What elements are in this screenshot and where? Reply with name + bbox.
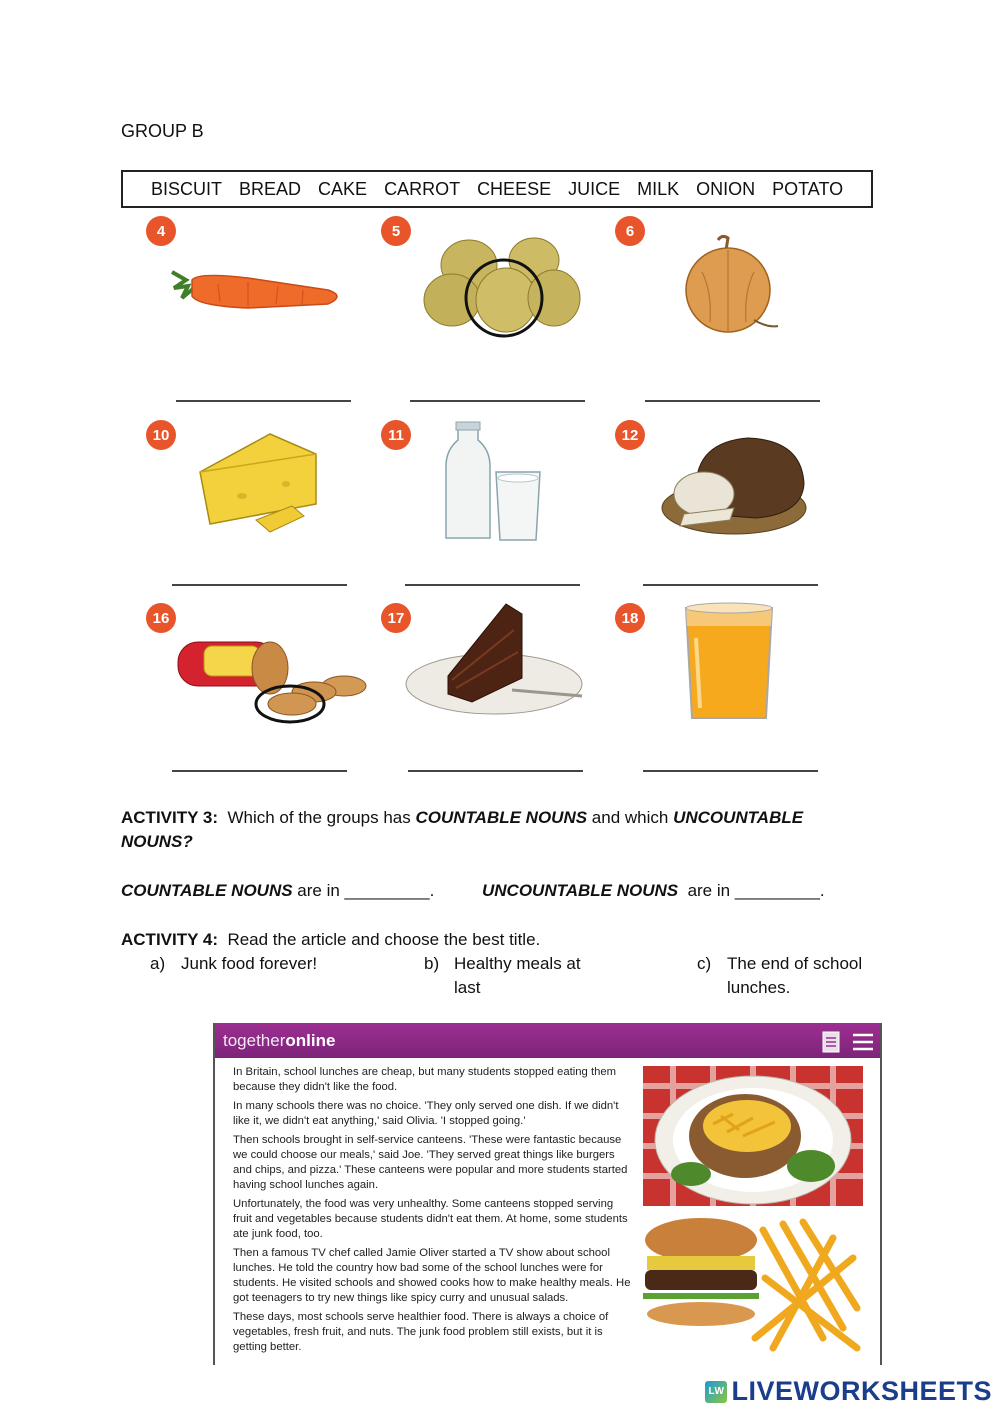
document-icon[interactable] — [822, 1031, 840, 1053]
item-number-17: 17 — [381, 603, 411, 633]
activity3-uncountable: UNCOUNTABLE — [673, 808, 804, 827]
cake-icon — [402, 600, 587, 720]
burger-fries-photo — [643, 1218, 863, 1358]
carrot-icon — [168, 252, 348, 317]
article-paragraph: Then a famous TV chef called Jamie Oliver started a TV show about school lunches. He told the country how bad some of the school lunches were for students. He visited schools and showed cooks how to make healthy meals. He got teenagers to try new things like spicy curry and unusual salads. — [233, 1247, 631, 1304]
item-number-12: 12 — [615, 420, 645, 450]
option-letter: b) — [424, 954, 440, 973]
article-paragraph: Then schools brought in self-service canteens. 'These were fantastic because we could choose our meals,' said Joe. 'They served great things like burgers and chips, and pizza.' These canteens were popular and more students started having school lunches again. — [233, 1134, 628, 1191]
answer-blank[interactable] — [172, 584, 347, 586]
article-paragraph: In Britain, school lunches are cheap, but many students stopped eating them because they didn't like the food. — [233, 1066, 617, 1093]
activity3-text: and which — [587, 808, 674, 827]
answer-blank[interactable] — [410, 400, 585, 402]
milk-icon — [442, 420, 547, 545]
word-bank-item: CARROT — [384, 178, 461, 199]
countable-label: COUNTABLE NOUNS — [121, 881, 293, 900]
answer-blank[interactable] — [645, 400, 820, 402]
answer-blank-text[interactable]: are in _________. — [292, 881, 435, 900]
word-bank-item: CAKE — [318, 178, 368, 199]
baked-potato-photo — [643, 1066, 863, 1206]
word-bank-item: JUICE — [568, 178, 621, 199]
answer-blank[interactable] — [172, 770, 347, 772]
item-number-18: 18 — [615, 603, 645, 633]
answer-blank[interactable] — [408, 770, 583, 772]
option-b[interactable] — [424, 952, 624, 997]
word-bank-item: BISCUIT — [151, 178, 223, 199]
option-text-line2: last — [454, 978, 481, 997]
word-bank-item: ONION — [696, 178, 756, 199]
item-number-10: 10 — [146, 420, 176, 450]
article-body — [233, 1065, 633, 1359]
answer-blank[interactable] — [405, 584, 580, 586]
option-text: Junk food forever! — [181, 954, 318, 973]
word-bank-item: BREAD — [239, 178, 302, 199]
option-letter: c) — [697, 954, 712, 973]
word-bank-item: CHEESE — [477, 178, 552, 199]
biscuit-icon — [174, 612, 370, 727]
activity3-text: Which of the groups has — [227, 808, 416, 827]
answer-blank[interactable] — [643, 770, 818, 772]
article-paragraph: These days, most schools serve healthier food. There is always a choice of vegetables, fresh fruit, and nuts. The junk food problem still exists, but it is getting better. — [233, 1311, 609, 1353]
option-text-line1: The end of school — [727, 954, 863, 973]
article-paragraph: Unfortunately, the food was very unhealthy. Some canteens stopped serving fruit and vegetables because students didn't eat them. At home, some students ate junk food, too. — [233, 1198, 628, 1240]
article-paragraph: In many schools there was no choice. 'They only served one dish. If we didn't like it, we didn't eat anything,' said Olivia. 'I stopped going.' — [233, 1100, 619, 1127]
answer-blank[interactable] — [176, 400, 351, 402]
article-brand-light: together — [223, 1030, 286, 1050]
option-text-line1: Healthy meals at — [454, 954, 581, 973]
logo-badge: LW — [705, 1381, 727, 1403]
article-header — [215, 1023, 880, 1058]
word-bank-item: MILK — [637, 178, 680, 199]
uncountable-label: UNCOUNTABLE NOUNS — [482, 881, 679, 900]
activity3-answer-countable — [121, 879, 434, 903]
item-number-6: 6 — [615, 216, 645, 246]
item-number-5: 5 — [381, 216, 411, 246]
item-number-16: 16 — [146, 603, 176, 633]
activity4-label: ACTIVITY 4: — [121, 930, 218, 949]
option-text — [727, 952, 862, 1000]
answer-blank-text[interactable]: are in _________. — [678, 881, 825, 900]
bread-icon — [656, 428, 811, 538]
article-panel — [213, 1023, 882, 1365]
activity3-question — [121, 806, 881, 854]
option-text-line2: lunches. — [727, 978, 791, 997]
liveworksheets-logo — [705, 1376, 992, 1407]
activity3-answer-uncountable — [482, 879, 825, 903]
logo-text: LIVEWORKSHEETS — [731, 1376, 992, 1406]
option-a[interactable] — [150, 952, 318, 976]
activity4-text: Read the article and choose the best title. — [227, 930, 541, 949]
option-c[interactable] — [697, 952, 897, 997]
activity3-nouns: NOUNS? — [121, 832, 193, 851]
option-letter: a) — [150, 954, 166, 973]
item-number-4: 4 — [146, 216, 176, 246]
menu-icon[interactable] — [852, 1033, 874, 1051]
activity3-countable: COUNTABLE NOUNS — [415, 808, 588, 827]
article-brand-bold: online — [285, 1030, 336, 1050]
activity4-instruction — [121, 928, 540, 952]
group-label: GROUP B — [121, 121, 204, 141]
cheese-icon — [192, 428, 322, 540]
juice-icon — [682, 598, 777, 728]
word-bank-item: POTATO — [772, 178, 844, 199]
word-bank — [121, 170, 873, 208]
answer-blank[interactable] — [643, 584, 818, 586]
item-number-11: 11 — [381, 420, 411, 450]
option-text — [454, 952, 581, 1000]
potato-icon — [414, 230, 584, 340]
activity3-label: ACTIVITY 3: — [121, 808, 218, 827]
onion-icon — [682, 232, 782, 337]
